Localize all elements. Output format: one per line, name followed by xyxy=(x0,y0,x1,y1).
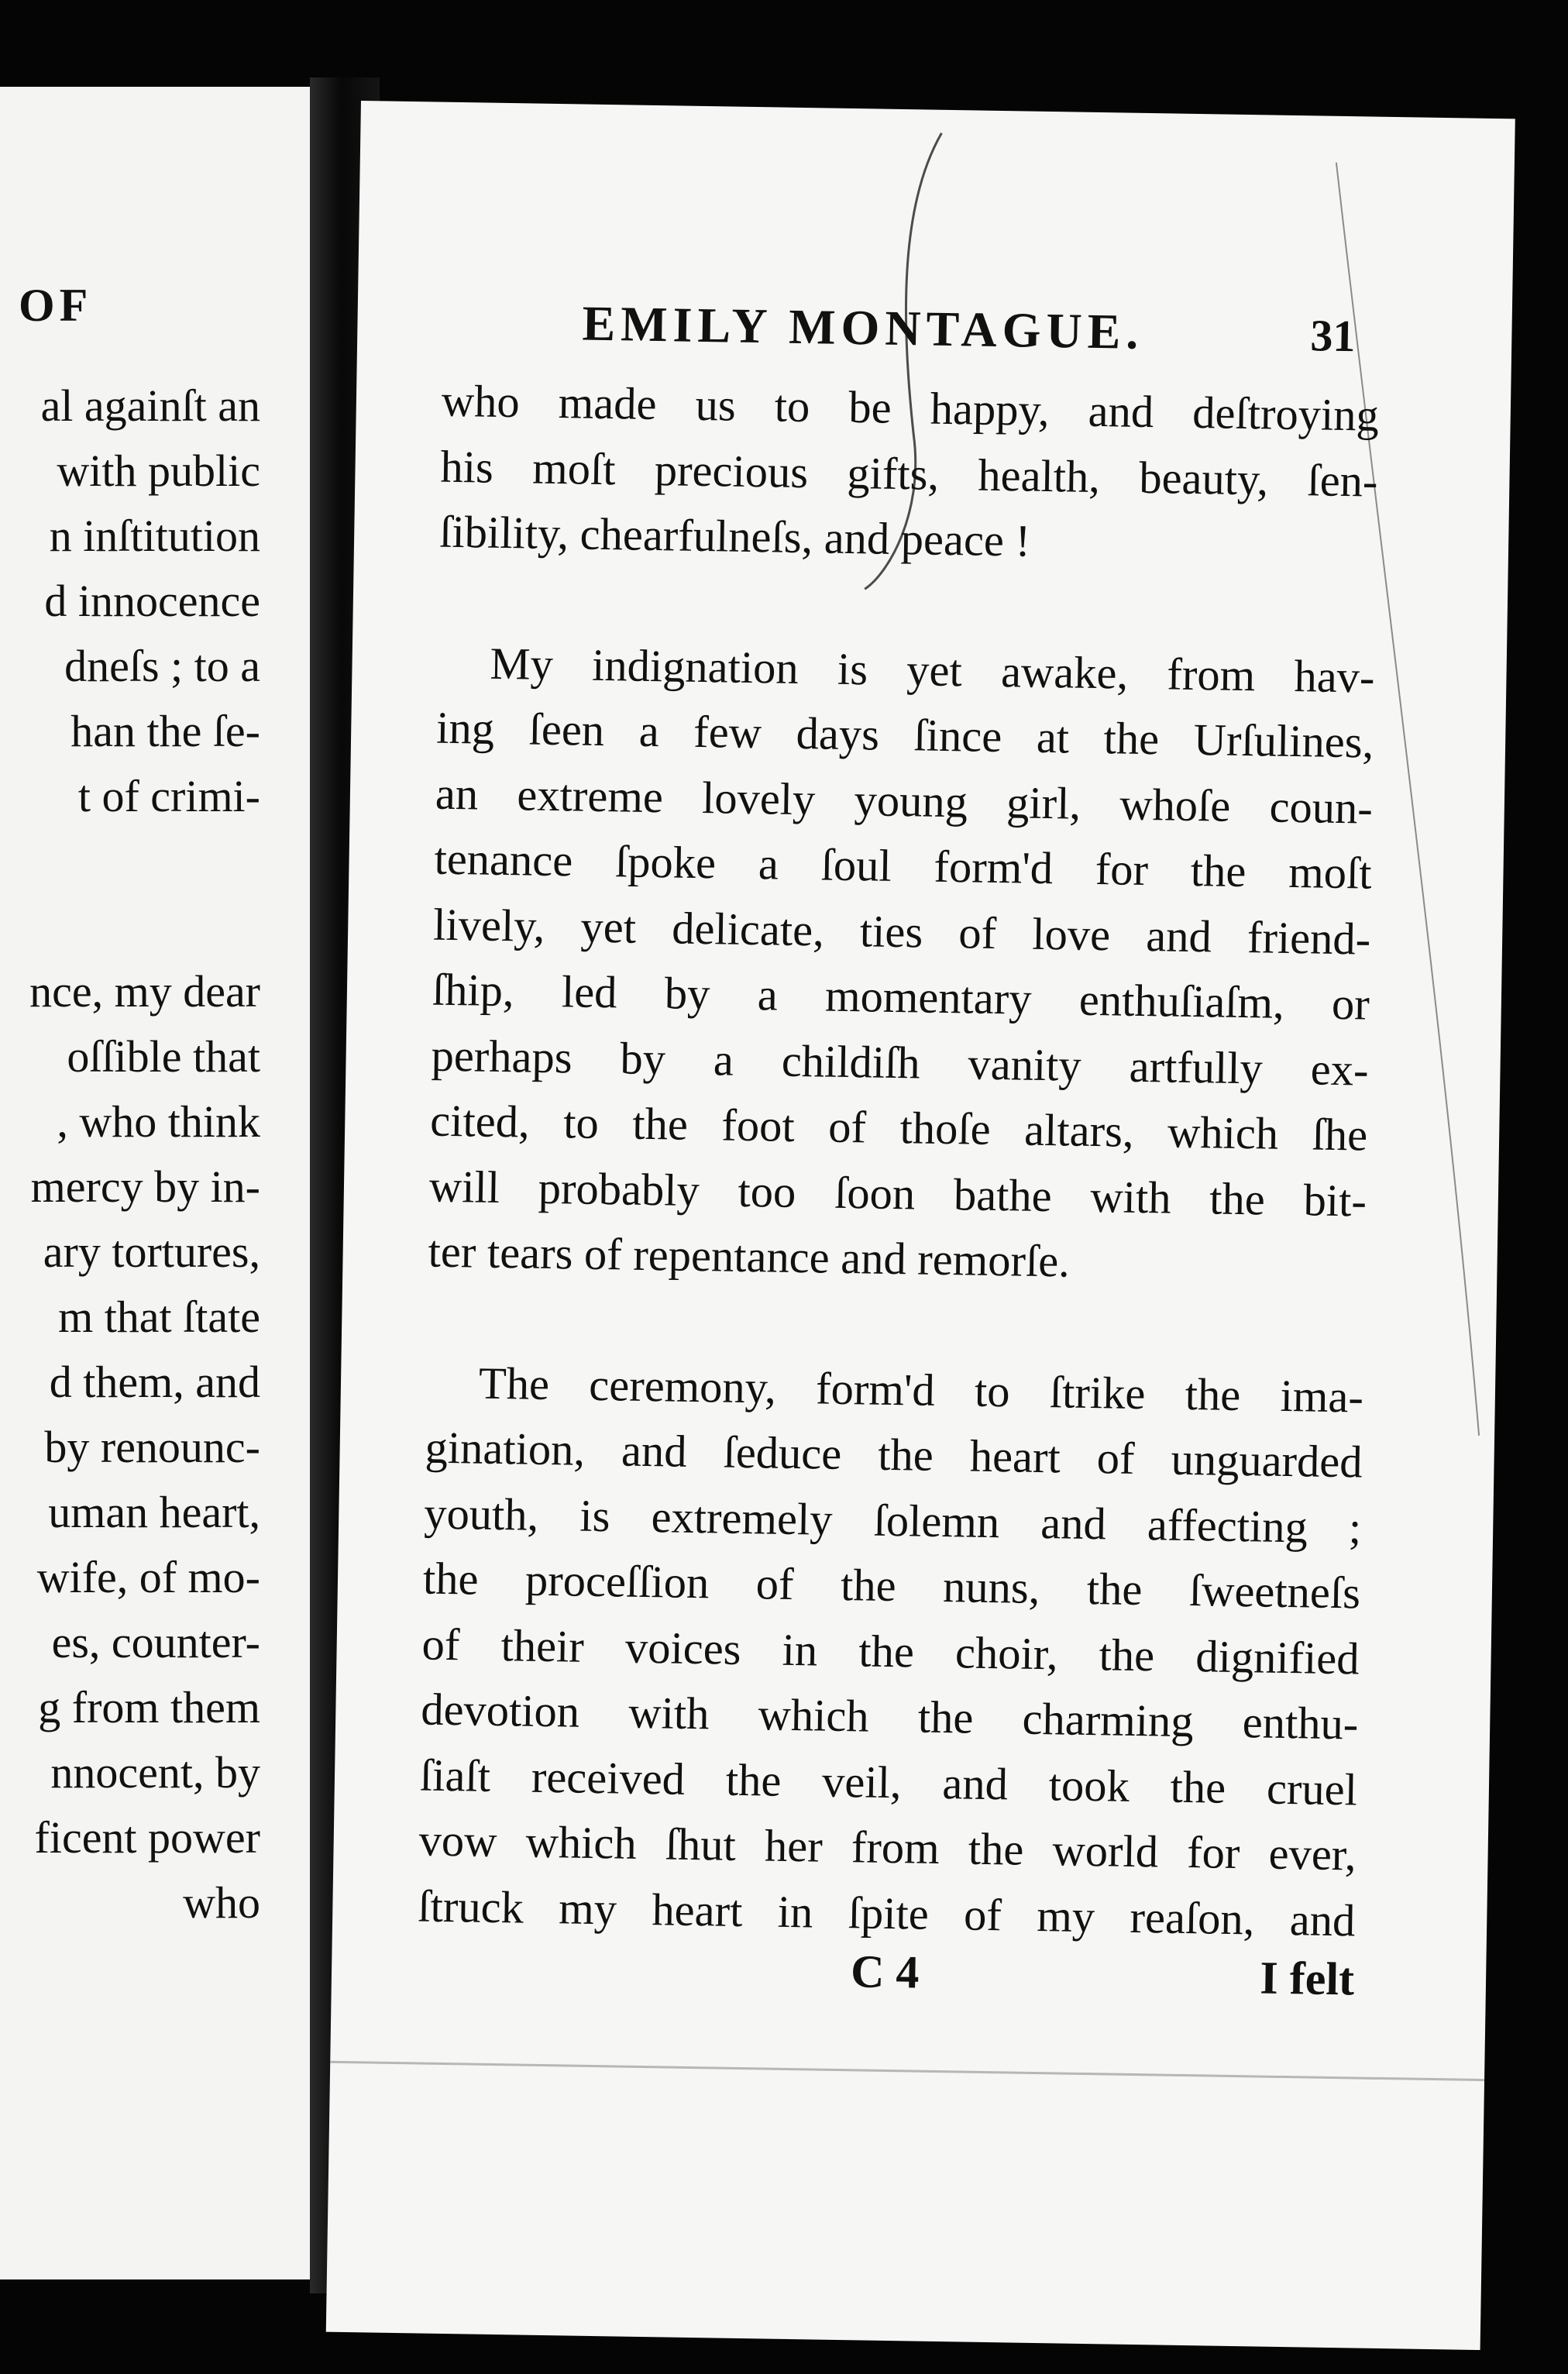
text-line: an extreme lovely young girl, whoſe coun- xyxy=(435,768,1374,834)
page-number: 31 xyxy=(1309,310,1356,362)
page-body-text xyxy=(418,369,1380,1954)
left-line: es, counter- xyxy=(51,1617,260,1667)
left-line: d innocence xyxy=(44,576,260,626)
paragraph xyxy=(439,369,1380,580)
text-line: ſiaſt received the veil, and took the cruel xyxy=(419,1749,1358,1815)
text-line: tenance ſpoke a ſoul form'd for the moſt xyxy=(434,833,1373,899)
text-line: ſtruck my heart in ſpite of my reaſon, and xyxy=(417,1880,1356,1946)
left-page xyxy=(0,87,324,2279)
left-line: han the ſe- xyxy=(70,706,260,756)
left-line: with public xyxy=(57,446,260,496)
text-line: his moſt precious gifts, health, beauty, ſen- xyxy=(440,441,1378,507)
left-line: d them, and xyxy=(49,1357,260,1407)
left-line: n inſtitution xyxy=(49,511,260,561)
left-line: ficent power xyxy=(34,1812,260,1863)
text-line: ſhip, led by a momentary enthuſiaſm, or xyxy=(432,964,1370,1030)
right-page xyxy=(326,101,1515,2350)
text-line: cited, to the foot of thoſe altars, which ſhe xyxy=(429,1095,1368,1161)
left-line: who xyxy=(183,1877,260,1928)
text-line: will probably too ſoon bathe with the bit- xyxy=(428,1161,1367,1227)
left-line: uman heart, xyxy=(48,1487,260,1537)
left-line: m that ſtate xyxy=(58,1292,260,1342)
left-page-text xyxy=(29,373,260,1935)
text-line: devotion with which the charming enthu- xyxy=(420,1684,1359,1750)
left-line: nnocent, by xyxy=(50,1747,260,1798)
text-line: lively, yet delicate, ties of love and friend- xyxy=(432,899,1371,965)
left-line: nce, my dear xyxy=(29,966,260,1017)
text-line: My indignation is yet awake, from hav- xyxy=(490,638,1375,703)
text-line: The ceremony, form'd to ſtrike the ima- xyxy=(478,1357,1364,1423)
paragraph xyxy=(418,1350,1364,1953)
paragraph xyxy=(428,630,1375,1299)
left-line: al againſt an xyxy=(40,380,260,431)
text-line: of their voices in the choir, the dignified xyxy=(421,1618,1360,1684)
text-line: vow which ſhut her from the world for ever, xyxy=(418,1815,1357,1880)
signature-mark: C 4 xyxy=(850,1946,920,1998)
text-line: youth, is extremely ſolemn and affecting ; xyxy=(423,1488,1362,1553)
text-line: ſibility, chearfulneſs, and peace ! xyxy=(438,506,1031,566)
left-line: by renounc- xyxy=(44,1422,260,1472)
left-paragraph-gap xyxy=(29,829,260,959)
catchword: I felt xyxy=(1259,1952,1355,2005)
text-line: who made us to be happy, and deſtroying xyxy=(441,375,1380,441)
left-line: mercy by in- xyxy=(30,1161,260,1212)
left-line: g from them xyxy=(38,1682,260,1732)
left-line: oſſible that xyxy=(67,1031,260,1082)
left-line: , who think xyxy=(57,1096,260,1147)
left-line: t of crimi- xyxy=(77,771,260,821)
text-line: ter tears of repentance and remorſe. xyxy=(428,1226,1071,1287)
text-line: perhaps by a childiſh vanity artfully ex- xyxy=(431,1030,1370,1096)
left-line: ary tortures, xyxy=(43,1227,260,1277)
left-line: wife, of mo- xyxy=(36,1552,260,1602)
text-line: gination, and ſeduce the heart of unguarded xyxy=(425,1422,1363,1488)
running-head-title: EMILY MONTAGUE. xyxy=(581,295,1144,360)
text-line: the proceſſion of the nuns, the ſweetneſs xyxy=(422,1553,1361,1619)
left-running-head: OF xyxy=(19,280,93,331)
left-line: dneſs ; to a xyxy=(64,641,260,691)
text-line: ing ſeen a few days ſince at the Urſulines, xyxy=(435,702,1374,768)
